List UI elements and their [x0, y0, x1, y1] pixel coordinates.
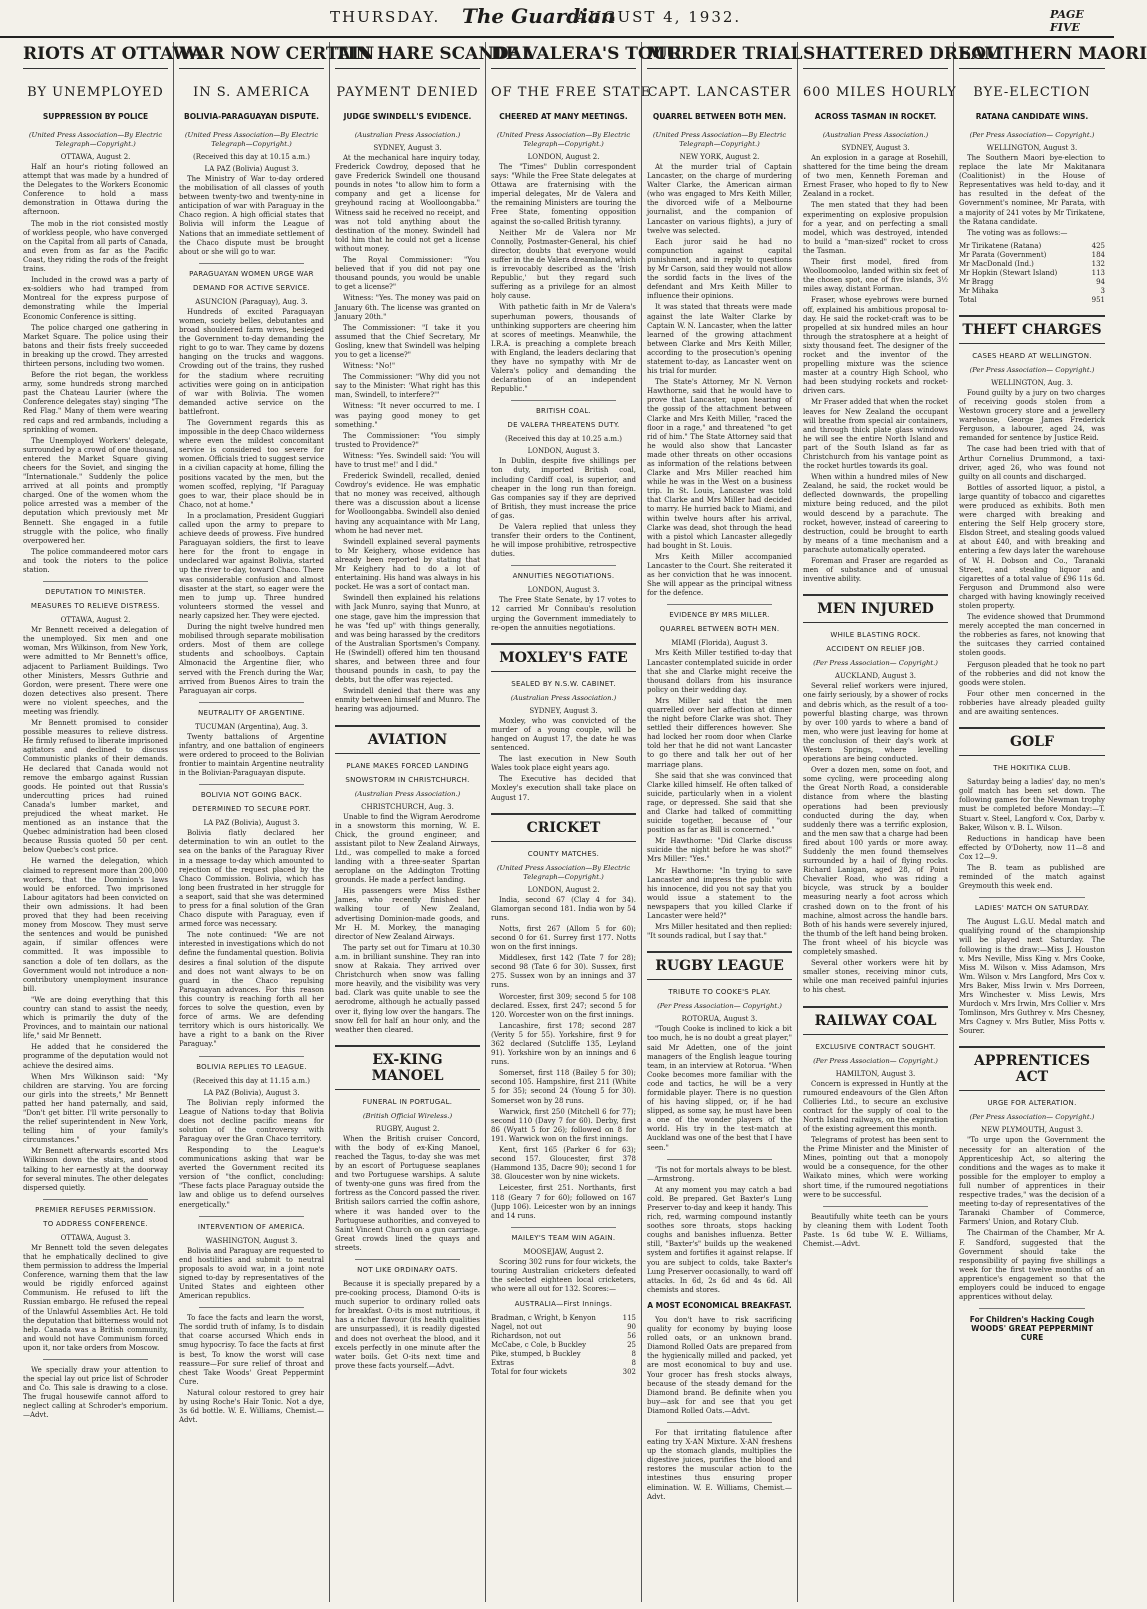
result-row: [491, 1332, 636, 1341]
paragraph: The case had been tried with that of Arthur Cornelius Drummond, a taxi-driver, aged 26, who was found not guilty on all counts and discharged.: [959, 445, 1105, 481]
divider: [199, 1307, 304, 1308]
subheadline: 600 MILES HOURLY: [803, 85, 957, 100]
result-row: [959, 278, 1105, 287]
subhead: NOT LIKE ORDINARY OATS.: [357, 1266, 458, 1274]
subhead: EVIDENCE BY MRS MILLER.: [669, 611, 770, 620]
paragraph: Swindell explained several payments to Mr Keighery, whose evidence has already been reported by stating that Mr Keighery had to do a lot of entertaining. His hand was always in his pocket. He was a sort of contact man.: [335, 537, 480, 592]
result-name: Nagel, not out: [491, 1323, 542, 1332]
paragraph: The last execution in New South Wales took place eight years ago.: [491, 755, 636, 773]
paragraph: Beautifully white teeth can be yours by cleaning them with Lodent Tooth Paste. 1s 6d tube W. E. Williams, Chemist.—Advt.: [803, 1212, 948, 1248]
column-4: [486, 42, 682, 1602]
paragraph: The Royal Commissioner: "You believed that if you did not pay one thousand pounds, you would be unable to get a license?": [335, 256, 480, 292]
subhead: CASES HEARD AT WELLINGTON.: [972, 351, 1092, 360]
divider: [667, 604, 772, 605]
paragraph: The mob in the riot consisted mostly of workless people, who have converged on the Capital from all parts of Canada, and even from as far as the Pacific Coast, they riding the rods of the freight trains.: [23, 219, 168, 274]
paragraph: The B. team as published are reminded of the match against Greymouth this week end.: [959, 863, 1105, 891]
divider: [199, 1056, 304, 1057]
paragraph: Swindell then explained his relations with Jack Munro, saying that Munro, at one stage, gave him the impression that he was "fed up" with things generally, and was being harassed by the creditors of the Australian Sportsmen's Company. He (Swindell) offered him ten thousand shares, and between three and four thousand pounds in cash, to pay the debts, but the offer was rejected.: [335, 594, 480, 685]
press-credit: (United Press Association—By Electric Telegraph—Copyright.): [184, 131, 319, 148]
paragraph: It was stated that threats were made against the late Walter Clarke by Captain W. N. Lancaster, when the latter learned of the growing attachment between Clarke and Mrs Keith Miller, according to the prosecution's opening statement to-day, as Lancaster went on his trial for murder.: [647, 303, 792, 376]
subhead: NEUTRALITY OF ARGENTINE.: [197, 708, 306, 717]
press-credit: (Australian Press Association.): [354, 131, 461, 139]
subhead: SEALED BY N.S.W. CABINET.: [511, 679, 616, 688]
paragraph: Mr Fraser added that when the rocket leaves for New Zealand the occupant will breathe from special air containers, and through thick plate glass windows he will see the entire North Island and part of the South Island as far as Christchurch from his vantage point as the rocket hurtles towards its goal.: [803, 398, 948, 471]
paragraph: Several relief workers were injured, one fairly seriously, by a shower of rocks and debris which, as the result of a too-powerful blasting charge, was thrown by over 100 yards to where a band of men, who were just leaving for home at the conclusion of their day's work at Western Springs, where levelling operations are being conducted.: [803, 682, 948, 764]
subhead: DE VALERA THREATENS DUTY.: [507, 421, 620, 430]
result-name: McCabe, c Cole, b Buckley: [491, 1341, 587, 1350]
dateline: LA PAZ (Bolivia), August 3.: [203, 1088, 300, 1097]
section-headline: APPRENTICES ACT: [959, 1046, 1105, 1091]
paragraph: When the British cruiser Concord, with the body of ex-King Manoel, reached the Tagus, to-day she was met by an escort of Portuguese seaplanes and two Portuguese warships. A salute of twenty-one guns was fired from the fortress as the Concord passed the river. British sailors carried the coffin ashore, where it was handed over to the Portuguese authorities, and conveyed to Saint Vincent Church on a gun carriage. Great crowds lined the quays and streets.: [335, 1134, 480, 1252]
paragraph: India, second 67 (Clay 4 for 34). Glamorgan second 181. India won by 54 runs.: [491, 895, 636, 922]
dateline: LONDON, August 2.: [527, 885, 600, 894]
section-headline: RUGBY LEAGUE: [647, 951, 792, 980]
headline: RIOTS AT OTTAWA: [23, 44, 168, 69]
paragraph: Kent, first 165 (Parker 6 for 63); second 157. Gloucester, first 378 (Hammond 135, Dacre 90); second 1 for 38. Gloucester won by nine wickets.: [491, 1146, 636, 1182]
result-row: [959, 269, 1105, 278]
dateline: OTTAWA, August 2.: [60, 616, 131, 625]
press-credit: (Per Press Association— Copyright.): [813, 1056, 938, 1065]
subhead: COUNTY MATCHES.: [527, 849, 600, 858]
subhead: DEPUTATION TO MINISTER.: [45, 588, 146, 597]
dateline: RUGBY, August 2.: [375, 1124, 440, 1133]
paragraph: Bolivia flatly declared her determination to win an outlet to the sea on the banks of the Paraguay River in a message to-day which amounted to rejection of the request placed by the Chaco Commission. Bolivia, which has long been frustrated in her struggle for a seaport, said that she was determined to press for a final solution of the Gran Chaco dispute with Paraguay, even if armed force was necessary.: [179, 829, 324, 929]
paragraph: Natural colour restored to grey hair by using Roche's Hair Tonic. Not a dye, 3s 6d bottle. W. E. Williams, Chemist.—Advt.: [179, 1388, 324, 1425]
paragraph: The police charged one gathering in Market Square. The police using their batons and their fists freely succeeded in breaking up the crowd. They arrested thirteen persons, including two women.: [23, 323, 168, 368]
paragraph: To face the facts and learn the worst, The sordid truth of infamy, Is to disdain that coarse accursed Which ends in smug hypocrisy. To face the facts at first is best, To know the worst will case reassure—For sure relief of throat and chest Take Woods' Great Peppermint Cure.: [179, 1314, 324, 1386]
result-row: [491, 1359, 636, 1368]
subhead: DEMAND FOR ACTIVE SERVICE.: [193, 283, 310, 292]
results-table: [959, 242, 1105, 305]
paragraph: Bolivia and Paraguay are requested to end hostilities and submit to neutral proposals to avoid war, in a joint note signed to-day by representatives of the United States and eighteen other American republics.: [179, 1246, 324, 1301]
press-credit: (United Press Association—By Electric Telegraph—Copyright.): [28, 131, 163, 148]
paragraph: The police commandeered motor cars and took the rioters to the police station.: [23, 547, 168, 575]
result-name: Mr Mihaka: [959, 286, 999, 295]
dateline: ROTORUA, August 3.: [681, 1015, 758, 1024]
result-row: [959, 242, 1105, 251]
press-credit: (British Official Wireless.): [362, 1111, 453, 1120]
paragraph: The Free State Senate, by 17 votes to 12 carried Mr Connibau's resolution urging the Government immediately to re-open the annuities negotiations.: [491, 596, 636, 632]
result-name: Richardson, not out: [491, 1332, 561, 1341]
section-headline: MEN INJURED: [803, 594, 948, 623]
paragraph: Witness: "Yes. The money was paid on January 6th. The license was granted on January 20th.": [335, 294, 480, 321]
paragraph: Before the riot began, the workless army, some hundreds strong marched past the Chateau Laurier (where the Conference delegates stay) singing "The Red Flag." Many of them were wearing red caps and red armbands, including a sprinkling of women.: [23, 371, 168, 434]
press-credit: (Per Press Association— Copyright.): [969, 365, 1095, 374]
paragraph: Worcester, first 309; second 5 for 108 declared. Essex, first 247; second 5 for 120. Worcester won on the first innings.: [491, 992, 636, 1019]
paragraph: Telegrams of protest has been sent to the Prime Minister and the Minister of Mines, pointing out that a monopoly would be a consequence, for the other Waikato mines, which were working short time, if the rumoured negotiations were to be successful.: [803, 1136, 948, 1199]
dateline: LA PAZ (Bolivia), August 3.: [203, 819, 300, 828]
subheadline: BY UNEMPLOYED: [27, 85, 164, 100]
section-headline: THEFT CHARGES: [959, 315, 1105, 344]
paragraph: Mr Hawthorne: "Did Clarke discuss suicide the night before he was shot?" Mrs Miller: "Yes.": [647, 837, 792, 864]
paragraph: "To urge upon the Government the necessity for an alteration of the Apprenticeship Act, so altering the conditions and the wages as to make it possible for the employer to employ a full number of apprentices in their respective trades," was the decision of a meeting to-day of representatives of the Taranaki Chamber of Commerce, Farmers' Union, and Rotary Club.: [959, 1136, 1105, 1227]
subhead: BRITISH COAL.: [535, 407, 592, 416]
paragraph: Mrs Miller hesitated and then replied: "It sounds radical, but I say that.": [647, 923, 792, 941]
paragraph: The State's Attorney, Mr N. Vernon Hawthorne, said that he would have to prove that Lancaster, upon hearing of the gossip of the attachment between Clarke and Mrs Keith Miller, "raced the floor in a rage," and threatened "to get rid of him." The State Attorney said that he would also show that Lancaster made other threats on other occasions as information of the relations between Clarke and Mrs Miller reached him while he was in the West on a business trip. In St. Louis, Lancaster was told that Clarke and Mrs Miller had decided to marry. He hurried back to Miami, and within twelve hours after his arrival, Clarke was dead, shot through the head with a pistol which Lancaster allegedly had bought in St. Louis.: [647, 378, 792, 550]
dateline: SYDNEY, August 3.: [529, 706, 598, 715]
dateline: OTTAWA, August 3.: [60, 1233, 131, 1242]
paragraph: Hundreds of excited Paraguayan women, society belles, debutantes and broad shouldered farm wives, besieged the Government to-day demanding the right to go to war. They came by dozens hanging on the trucks and waggons. Crowding out of the trains, they rushed for the stadium where recruiting activities were going on in anticipation of war with Bolivia. The women demanded active service on the battlefront.: [179, 307, 324, 416]
paragraph: The note continued: "We are not interested in investigations which do not define the fundamental question. Bolivia desires a final solution of the dispute and does not want always to be on guard in the Chaco repulsing Paraguayan advances. For this reason this country is reaching forth all her forces to solve the question, even by force of arms. We are defending territory which is ours historically. We have a right to a bank on the River Paraguay.": [179, 931, 325, 1049]
result-value: 132: [1091, 259, 1105, 268]
press-credit: (Per Press Association— Copyright.): [813, 659, 938, 668]
subheadline: PAYMENT DENIED: [336, 85, 479, 100]
result-row: [959, 287, 1105, 296]
paragraph: Bottles of assorted liquor, a pistol, a large quantity of tobacco and cigarettes were produced as exhibits. Both men were charged with breaking and entering the Self Help grocery store, Elsdon Street, and stealing goods valued at about £40, and with breaking and entering a few days later the warehouse of W. H. Dobson and Co., Taranaki Street, and stealing liquor and cigarettes of a total value of £96 11s 6d. Ferguson and Drummond also were charged with having knowingly received stolen property.: [959, 483, 1105, 610]
paragraph: Concern is expressed in Huntly at the rumoured endeavours of the Glen Afton Collieries Ltd., to secure an exclusive contract for the supply of coal to the North Island railways, on the expiration of the existing agreement this month.: [803, 1079, 948, 1133]
paragraph: The voting was as follows:—: [967, 228, 1068, 237]
press-credit: (United Press Association—By Electric Telegraph—Copyright.): [496, 131, 631, 148]
subhead: URGE FOR ALTERATION.: [987, 1099, 1077, 1108]
result-name: Mr Parata (Government): [959, 250, 1047, 259]
paragraph: Witness: "No!": [343, 362, 396, 371]
dateline: LONDON, August 3.: [527, 447, 600, 456]
headline: SOUTHERN MAORI: [959, 44, 1105, 69]
headline: WAR NOW CERTAIN: [179, 44, 324, 69]
paragraph: Each juror said he had no compunction against capital punishment, and in reply to questions by Mr Carson, said they would not allow the sordid facts in the lives of the defendant and Mrs Keith Miller to influence their opinions.: [647, 237, 792, 301]
paragraph: Four other men concerned in the robberies have already pleaded guilty and are awaiting sentences.: [959, 689, 1105, 717]
paragraph: Mr Bennett told the seven delegates that he emphatically declined to give them permission to address the Imperial Conference, warning them that the law would be rigidly enforced against Communism. He refused to lift the Russian embargo. He refused the repeal of the Unlawful Assemblies Act. He told the deputation that bitterness would not help. Canada was a British community, and would not have Communism forced upon it, nor take orders from Moscow.: [23, 1243, 168, 1352]
divider: [979, 897, 1085, 898]
subhead: AUSTRALIA—First Innings.: [514, 1300, 613, 1309]
subhead: THE HOKITIKA CLUB.: [993, 764, 1071, 773]
paragraph: Scoring 302 runs for four wickets, the touring Australian cricketers defeated the selected eighteen local cricketers, who were all out for 132. Scores:—: [491, 1257, 636, 1294]
advert-heading: A MOST ECONOMICAL BREAKFAST.: [647, 1300, 792, 1310]
subhead: MAILEY'S TEAM WIN AGAIN.: [511, 1233, 616, 1242]
paragraph: For that irritating flatulence after eating try X-AN Mixture. X-AN freshens up the stomach glands, multiplies the digestive juices, purifies the blood and restores the muscular action to the intestines thus ensuring proper elimination. W. E. Williams, Chemist.—Advt.: [647, 1428, 792, 1501]
headline: SHATTERED DREAM: [803, 44, 948, 69]
paragraph: Mr Bennett promised to consider possible measures to relieve distress. He firmly refused to liberate imprisoned agitators and declined to discuss Communistic planks of their demands. He declared that Canada would not remove the embargo against Russian goods. He pointed out that Russia's undercutting prices had ruined Canada's lumber market, and prejudiced the wheat market. He mentioned as an instance that the Quebec administration had been closed because Russia quoted 50 per cent. below Quebec's cost price.: [23, 719, 168, 855]
press-credit: (Per Press Association— Copyright.): [969, 131, 1095, 139]
subhead: FUNERAL IN PORTUGAL.: [362, 1097, 453, 1106]
result-value: 425: [1091, 241, 1105, 250]
paragraph: The Chairman of the Chamber, Mr A. F. Sandford, suggested that the Government should take the responsibility of paying five shillings a week for the first twelve months of an apprentice's engagement so that the employers could be induced to engage apprentices without delay.: [959, 1229, 1105, 1302]
paragraph: De Valera replied that unless they transfer their orders to the Continent, he will impose prohibitive, retrospective duties.: [491, 523, 636, 559]
paragraph: Lancashire, first 178; second 287 (Verity 5 for 55). Yorkshire, first 9 for 362 declared (Sutcliffe 135, Leyland 91). Yorkshire won by an innings and 6 runs.: [491, 1021, 636, 1067]
press-credit: (Per Press Association— Copyright.): [969, 1113, 1095, 1122]
masthead: [0, 0, 1114, 38]
result-value: 184: [1091, 250, 1105, 259]
paragraph: Mrs Keith Miller testified to-day that Lancaster contemplated suicide in order that she and Clarke might receive the thousand dollars from his insurance policy on their wedding day.: [647, 649, 792, 694]
dateline: WELLINGTON, August 3.: [986, 144, 1078, 152]
result-value: 56: [627, 1332, 636, 1341]
subhead: PARAGUAYAN WOMEN URGE WAR: [189, 269, 314, 278]
paragraph: Half an hour's rioting followed an attempt that was made by a hundred of the Delegates to the Workers Economic Conference to hold a mass demonstration in Ottawa during the afternoon.: [23, 163, 168, 217]
section-headline: RAILWAY COAL: [803, 1006, 948, 1035]
paragraph: In Dublin, despite five shillings per ton duty, imported British coal, including Cardiff coal, is superior, and cheaper in the long run than foreign. Gas companies say if they are deprived of British, they must increase the price of gas.: [491, 457, 636, 520]
paragraph: With pathetic faith in Mr de Valera's superhuman powers, thousands of unthinking supporters are cheering him at scores of meetings. Meanwhile, the I.R.A. is preaching a complete breach with England, the leaders declaring that they have no sympathy with Mr de Valera's policy and demanding the declaration of an independent Republic.": [491, 303, 636, 394]
result-name: Bradman, c Wright, b Kenyon: [491, 1314, 596, 1323]
result-name: Mr Bragg: [959, 277, 994, 286]
divider: [667, 1159, 772, 1160]
paragraph: Foreman and Fraser are regarded as men of substance and of unusual inventive ability.: [803, 557, 948, 584]
divider: [199, 1216, 304, 1217]
divider: [511, 1227, 616, 1228]
paragraph: The evidence showed that Drummond merely accepted the man concerned in the robberies as fares, not knowing that the suitcases they carried contained stolen goods.: [959, 613, 1105, 658]
paragraph: When within a hundred miles of New Zealand, he said, the rocket would be deflected downwards, the propelling mixture being reduced, and the pilot would descend by a parachute. The rocket, however, instead of careering to destruction, could be brought to earth by means of a time mechanism and a parachute automatically operated.: [803, 473, 948, 554]
paragraph: Middlesex, first 142 (Tate 7 for 28); second 98 (Tate 6 for 30). Sussex, first 275. Sussex won by an innings and 37 runs.: [491, 954, 636, 990]
paragraph: Unable to find the Wigram Aerodrome in a snowstorm this morning, W. E. Chick, the ground engineer, and assistant pilot to New Zealand Airways, Ltd., was compelled to make a forced landing with a three-seater Spartan aeroplane on the Addington Trotting grounds. He made a perfect landing.: [335, 812, 480, 885]
paragraph: The Commissioner: "Why did you not say to the Minister: 'What right has this man, Swindell, to interfere?'": [335, 373, 480, 400]
divider: [199, 702, 304, 703]
paragraph: The Southern Maori bye-election to replace the late Mr Makitanara (Coalitionist) in the House of Representatives was held to-day, and it has resulted in the defeat of the Government's nominee, Mr Parata, with a majority of 241 votes by Mr Tirikatene, the Ratana candidate.: [959, 154, 1105, 226]
paragraph: The Executive has decided that Moxley's execution shall take place on August 17.: [491, 775, 636, 802]
paragraph: At the murder trial of Captain Lancaster, on the charge of murdering Walter Clarke, the American airman (who was engaged to Mrs Keith Miller, the divorced wife of a Melbourne journalist, and the companion of Lancaster on various flights), a jury of twelve was selected.: [647, 163, 792, 235]
divider: [199, 784, 304, 785]
paragraph: Included in the crowd was a party of ex-soldiers who had tramped from Montreal for the express purpose of demonstrating while the Imperial Economic Conference is sitting.: [23, 276, 168, 321]
dateline: LONDON, August 2.: [527, 153, 600, 161]
section-headline: EX-KING MANOEL: [335, 1045, 480, 1090]
subhead: MEASURES TO RELIEVE DISTRESS.: [30, 602, 161, 611]
dateline: MIAMI (Florida), August 3.: [671, 639, 768, 648]
paragraph: Mrs Miller said that the men quarrelled over her affection at dinner the night before Clarke was shot. They settled their differences however. She had locked her room door when Clarke told her that he did not want Lancaster to go there and talk her out of her marriage plans.: [647, 696, 792, 769]
press-credit: (Australian Press Association.): [510, 693, 617, 702]
result-value: 8: [631, 1350, 636, 1359]
paragraph: Twenty battalions of Argentine infantry, and one battalion of engineers were ordered to proceed to the Bolivian frontier to maintain Argentine neutrality in the Bolivian-Paraguayan dispute.: [179, 732, 324, 778]
paragraph: Saturday being a ladies' day, no men's golf match has been set down. The following games for the Newman trophy must be completed before Monday:—T. Stuart v. Steel, Langford v. Cox, Darby v. Baker, Wilson v. B. L. Wilson.: [959, 778, 1105, 832]
subhead: LADIES' MATCH ON SATURDAY.: [974, 904, 1090, 913]
paragraph: At any moment you may catch a bad cold. Be prepared. Get Baxter's Lung Preserver to-day and keep it handy. This rich, red, warming compound instantly soothes sore throats, stops hacking coughs and banishes influenza. Better still, "Baxter's" builds up the weakened system and fortifies it against relapse. If you are subject to colds, take Baxter's Lung Preserver occasionally, to ward off attacks. In 6d, 2s 6d and 4s 6d. All chemists and stores.: [647, 1185, 792, 1294]
subhead: DETERMINED TO SECURE PORT.: [192, 805, 311, 814]
dateline: CHRISTCHURCH, Aug. 3.: [361, 802, 454, 811]
paragraph: Their first model, fired from Woolloomooloo, landed within six feet of the chosen spot, one of five islands, 3½ miles away, distant Forman.: [803, 258, 948, 294]
paragraph: 'Tis not for mortals always to be blest.—Armstrong.: [647, 1165, 792, 1183]
deck: SUPPRESSION BY POLICE: [42, 112, 149, 121]
subhead: ANNUITIES NEGOTIATIONS.: [512, 572, 615, 581]
paragraph: You don't have to risk sacrificing quality for economy by buying loose rolled oats, or an unknown brand. Diamond Rolled Oats are prepared from the hygienically milled and packed, yet are most economical to buy and use. Your grocer has fresh stocks always, because of the steady demand for the Diamond brand. Be definite when you buy—ask for and see that you get Diamond Rolled Oats.—Advt.: [647, 1315, 792, 1415]
subhead: PREMIER REFUSES PERMISSION.: [35, 1205, 156, 1214]
paragraph: "Tough Cooke is inclined to kick a bit too much, he is no doubt a great player," said Mr Adetten, one of the joint managers of the English league touring team, in an interview at Rotorua. "When Cooke becomes more familiar with the code and tactics, he will be a very formidable player. There is no question of his having slipped, or, if he had slipped, as some say, he must have been a one of the wonder players of the world. His try in the test-match at Auckland was one of the best that I have seen.": [647, 1025, 792, 1152]
divider: [511, 400, 616, 401]
press-credit: (United Press Association—By Electric Telegraph—Copyright.): [652, 131, 787, 148]
result-name: Extras: [491, 1359, 514, 1368]
paragraph: Witness: "It never occurred to me. I was paying good money to get something.": [335, 402, 480, 429]
deck: BOLIVIA-PARAGUAYAN DISPUTE.: [184, 112, 319, 121]
result-name: Total for four wickets: [491, 1368, 567, 1377]
divider: [43, 581, 148, 582]
dateline: ASUNCION (Paraguay), Aug. 3.: [195, 297, 308, 306]
result-name: Mr Hopkin (Stewart Island): [959, 268, 1058, 277]
subheadline: IN S. AMERICA: [193, 85, 310, 100]
result-row: [491, 1341, 636, 1350]
paragraph: The Ministry of War to-day ordered the mobilisation of all classes of youth between twenty-two and twenty-nine in anticipation of war with Paraguay in the Chaco region. A high official states that Bolivia will inform the League of Nations that an immediate settlement of the Chaco dispute must be brought about or she will go to war.: [179, 175, 324, 256]
divider: [979, 1308, 1085, 1309]
subhead: SNOWSTORM IN CHRISTCHURCH.: [345, 775, 470, 784]
paragraph: The Bolivian reply informed the League of Nations to-day that Bolivia does not decline pacific means for solution of the controversy with Paraguay over the Gran Chaco territory.: [179, 1098, 324, 1143]
paragraph: Mrs Keith Miller accompanied Lancaster to the Court. She reiterated it as her conviction that he was innocent. She will appear as the principal witness for the defence.: [647, 552, 792, 598]
paragraph: The Commissioner: "I take it you assumed that the Chief Secretary, Mr Gosling, knew that Swindell was helping you to get a license?": [335, 323, 480, 359]
result-row: [959, 260, 1105, 269]
paragraph: Reductions in handicap have been effected by O'Doherty, now 11—8 and Cox 12—9.: [959, 834, 1105, 861]
dateline: AUCKLAND, August 3.: [834, 672, 917, 681]
paragraph: Several other workers were hit by smaller stones, receiving minor cuts, while one man received painful injuries to his chest.: [803, 959, 948, 995]
result-row: [491, 1323, 636, 1332]
result-value: 951: [1091, 295, 1105, 304]
divider: [823, 1206, 928, 1207]
paragraph: The August L.G.U. Medal match and qualifying round of the championship will be played next Saturday. The following is the draw:—Miss J. Houston v. Mrs Neville, Miss King v. Mrs Cooke, Miss M. Wilson v. Miss Adamson, Mrs Wm. Wilson v. Mrs Langford, Mrs Cox v. Mrs Baker, Miss Irwin v. Mrs Dorreen, Mrs Winchester v. Miss Lewis, Mrs Murdoch v. Mrs Irwin, Mrs Collier v. Mrs Tomlinson, Mrs Guthrey v. Mrs Chesney, Mrs Cagney v. Mrs Butler, Miss Potts v. Sourer.: [959, 918, 1105, 1036]
subhead: TO ADDRESS CONFERENCE.: [43, 1219, 148, 1228]
dateline: WELLINGTON, Aug. 3.: [991, 378, 1073, 387]
paragraph: His passengers were Miss Esther James, who recently finished her walking tour of New Zealand, advertising Dominion-made goods, and Mr H. M. Morkey, the managing director of New Zealand Airways.: [335, 887, 480, 941]
divider: [199, 263, 304, 264]
press-credit: (Per Press Association— Copyright.): [657, 1002, 782, 1011]
paragraph: Ferguson pleaded that he took no part of the robberies and did not know the goods were stolen.: [959, 660, 1105, 687]
dateline: NEW PLYMOUTH, August 3.: [980, 1126, 1084, 1135]
deck: RATANA CANDIDATE WINS.: [975, 112, 1089, 121]
paragraph: In a proclamation, President Guggiari called upon the army to prepare to achieve deeds of prowess. Five hundred Paraguayan soldiers, the first to leave here for the front to engage in undeclared war against Bolivia, started up the river to-day, toward Chaco. There was considerable confusion and almost disaster at the start, so eager were the men to jump up. Three hundred volunteers stormed the vessel and nearly capsized her. They were ejected.: [179, 511, 324, 620]
article-columns: [18, 42, 1147, 1602]
subhead: BOLIVIA REPLIES TO LEAGUE.: [196, 1062, 307, 1071]
paragraph: Found guilty by a jury on two charges of receiving goods stolen from a Westown grocery store and a jewellery warehouse, George James Frederick Ferguson, a labourer, aged 24, was remanded for sentence by Justice Reid.: [959, 388, 1105, 443]
dateline: (Received this day at 10.25 a.m.): [505, 435, 622, 444]
divider: [667, 1422, 772, 1423]
divider: [511, 565, 616, 566]
paragraph: The Unemployed Workers' delegate, surrounded by a crowd of one thousand, entered the Market Square giving cheers for the Soviet, and singing the "Internationale." Suddenly the police arrived at all points and promptly charged. One of the women whom the police arrested was a member of the deputation which previously met Mr Bennett. She engaged in a futile struggle with the police, who finally overpowered her.: [23, 436, 168, 545]
column-7: [954, 42, 1147, 1602]
paragraph: We specially draw your attention to the special lay out price list of Schroder and Co. This sale is drawing to a close. The frugal housewife cannot afford to neglect calling at Schroder's emporium.—Advt.: [23, 1365, 168, 1420]
paragraph: Responding to the League's communications asking that war be averted the Government recited its version of "the conflict, concluding: "These facts place Paraguay outside the law and oblige us to defend ourselves energetically.": [179, 1145, 324, 1209]
subhead: QUARREL BETWEEN BOTH MEN.: [659, 625, 780, 634]
deck: JUDGE SWINDELL'S EVIDENCE.: [343, 112, 472, 121]
paragraph: Warwick, first 250 (Mitchell 6 for 77); second 110 (Davy 7 for 60). Derby, first 86 (Wyatt 5 for 26); followed on 8 for 191. Warwick won on the first innings.: [491, 1107, 636, 1143]
headline: MURDER TRIAL: [647, 44, 792, 69]
result-row: [491, 1350, 636, 1359]
paragraph: Fraser, whose eyebrows were burned off, explained his ambitious proposal to-day. He said the rocket-craft was to be propelled at six hundred miles an hour through the stratosphere at a height of sixty thousand feet. The designer of the rocket and the inventor of the propelling mixture was the science master at a country High School, who had been studying rockets and rocket-driven cars.: [803, 296, 948, 396]
paragraph: Mr Bennett afterwards escorted Mrs Wilkinson down the stairs, and stood talking to her earnestly at the doorway for several minutes. The other delegates dispersed quietly.: [23, 1147, 168, 1192]
dateline: LONDON, August 3.: [527, 586, 600, 595]
paragraph: During the night twelve hundred men mobilised through separate mobilisation orders. Most of them are college students and schoolboys. Captain Almonacid the Argentine flier, who served with the French during the War, arrived from Buenos Aires to train the Paraguayan air corps.: [179, 623, 324, 695]
result-name: Pike, stumped, b Buckley: [491, 1350, 581, 1359]
results-table: [491, 1314, 636, 1377]
paragraph: She said that she was convinced that Clarke killed himself. He often talked of suicide, particularly when in a violent rage, or depressed. She said that she and Clarke had talked of committing suicide together, because of "our position as far as Bill is concerned.": [647, 771, 792, 835]
paragraph: At the mechanical hare inquiry today, Frederick Cowdroy, deposed that he gave Frederick Swindell one thousand pounds in notes "to allow him to form a company and get a license for greyhound racing at Woolloongabba." Witness said he received no receipt, and was not told anything about the destination of the money. Swindell had told him that he could not get a license without money.: [335, 154, 480, 253]
dateline: NEW YORK, August 2.: [679, 153, 760, 161]
paragraph: Mr Hawthorne: "In trying to save Lancaster and impress the public with his innocence, did you not say that you would issue a statement to the newspapers that you killed Clarke if Lancaster were held?": [647, 866, 792, 921]
divider: [43, 1359, 148, 1360]
section-headline: AVIATION: [335, 725, 480, 754]
result-value: 8: [631, 1359, 636, 1368]
paragraph: Moxley, who was convicted of the murder of a young couple, will be hanged on August 17, the date he was sentenced.: [491, 716, 636, 753]
masthead-page-number: PAGE FIVE: [1050, 8, 1084, 34]
paragraph: Witness: "Yes. Swindell said: 'You will have to trust me!' and I did.": [335, 451, 480, 469]
paragraph: Notts, first 267 (Allom 5 for 60); second 0 for 61. Surrey first 177. Notts won on the first innings.: [491, 924, 636, 952]
result-row: [491, 1314, 636, 1323]
result-value: 115: [622, 1314, 636, 1323]
paragraph: The Commissioner: "You simply trusted to Providence?": [335, 431, 480, 449]
divider: [43, 1199, 148, 1200]
result-value: 90: [627, 1323, 636, 1332]
paragraph: Mr Bennett received a delegation of the unemployed. Six men and one woman, Mrs Wilkinson, from New York, were admitted to Mr Bennett's office, adjacent to Parliament Buildings. Two other Ministers, Messrs Guthrie and Gordon, were present. There were one dozen detectives also present. There were no violent speeches, and the meeting was friendly.: [23, 626, 168, 716]
result-value: 302: [622, 1368, 636, 1377]
column-1: [18, 42, 204, 1602]
paragraph: The party set out for Timaru at 10.30 a.m. in brilliant sunshine. They ran into snow at Rakaia. They arrived over Christchurch when snow was falling more heavily, and the visibility was very bad. Clark was quite unable to see the aerodrome, although he actually passed over it, flying low over the hangars. The snow fell for half an hour only, and the weather then cleared.: [335, 943, 480, 1034]
paragraph: An explosion in a garage at Rosehill, shattered for the time being the dream of two men, Kenneth Foreman and Ernest Fraser, who hoped to fly to New Zealand in a rocket.: [803, 154, 948, 199]
press-credit: (Australian Press Association.): [822, 131, 929, 139]
paragraph: The men stated that they had been experimenting on explosive propulsion for a year, and on perfecting a small model, which was destroyed, intended to build a "man-sized" rocket to cross the Tasman.: [803, 201, 948, 255]
subhead: WHILE BLASTING ROCK.: [830, 631, 921, 640]
dateline: WASHINGTON, August 3.: [205, 1236, 298, 1245]
paragraph: Leicester, first 251. Northants, first 118 (Geary 7 for 60); followed on 167 (Jupp 106). Leicester won by an innings and 14 runs.: [491, 1184, 636, 1220]
dateline: LA PAZ (Bolivia) August 3.: [204, 165, 299, 173]
deck: CHEERED AT MANY MEETINGS.: [499, 112, 628, 121]
dateline: OTTAWA, August 2.: [60, 153, 131, 161]
column-5: [642, 42, 803, 1602]
headline: TIN HARE SCANDAL: [335, 44, 480, 69]
result-row: [959, 296, 1105, 305]
paragraph: Swindell denied that there was any enmity between himself and Munro. The hearing was adjourned.: [335, 687, 480, 714]
result-name: Mr MacDonald (Ind.): [959, 259, 1034, 268]
section-headline: CRICKET: [491, 813, 636, 842]
dateline: (Received this day at 10.15 a.m.): [193, 153, 310, 161]
paragraph: He warned the delegation, which claimed to represent more than 200,000 workers, that the Dominion's laws would be enforced. Two imprisoned Labour agitators had been convicted on their own admissions. It had been proved that they had been receiving money from Moscow. They must serve the sentences and would be punished again, if similar offences were committed. It was impossible to sanction a dole of ten dollars, as the Government would not introduce a non-contributory unemployment insurance bill.: [23, 857, 168, 993]
subhead: INTERVENTION OF AMERICA.: [197, 1222, 306, 1231]
result-value: 113: [1091, 268, 1105, 277]
advert-heading: For Children's Hacking Cough WOODS' GREAT PEPPERMINT CURE: [969, 1315, 1095, 1343]
paragraph: Over a dozen men, some on foot, and some cycling, were proceeding along the Great North Road, a considerable distance from where the blasting operations had been previously conducted during the day, when suddenly there was a terrific explosion, and the men saw that a charge had been fired about 100 yards or more away. Suddenly the men found themselves surrounded by a hail of flying rocks. Richard Lanigan, aged 28, of Point Chevalier Road, who was riding a bicycle, was struck by a boulder measuring nearly a foot across which crashed down on to the front of his machine, almost across the handle bars. Both of his hands were severely injured, the thumb of the left hand being broken. The front wheel of his bicycle was completely smashed.: [803, 766, 948, 957]
dateline: SYDNEY, August 3.: [373, 144, 442, 152]
paragraph: Frederick Swindell, recalled, denied Cowdroy's evidence. He was emphatic that no money was received, although there was a discussion about a license for Woolloongabba. Swindell also denied having any acquaintance with Mr Lang, whom he had never met.: [335, 472, 480, 535]
dateline: SYDNEY, August 3.: [841, 144, 910, 152]
dateline: HAMILTON, August 3.: [835, 1069, 916, 1078]
dateline: (Received this day at 11.15 a.m.): [193, 1076, 310, 1085]
section-headline: MOXLEY'S FATE: [491, 643, 636, 672]
paragraph: The "Times" Dublin correspondent says: "While the Free State delegates at Ottawa are fraternising with the imperial delegates, Mr de Valera and the remaining Ministers are touring the Free State, fomenting opposition against the so-called British tyranny.: [491, 163, 636, 226]
subheadline: CAPT. LANCASTER: [647, 85, 792, 100]
paragraph: "We are doing everything that this country can stand to assist the needy, which is primarily the duty of the Provinces, and to maintain our national life," said Mr Bennett.: [23, 995, 168, 1041]
press-credit: (United Press Association—By Electric Telegraph—Copyright.): [496, 863, 631, 881]
result-row: [959, 251, 1105, 260]
paragraph: When Mrs Wilkinson said: "My children are starving. You are forcing our girls into the streets," Mr Bennett patted her hand paternally, and said, "Don't get bitter. I'll write personally to the relief superintendent in New York, telling him of your family's circumstances.": [23, 1072, 168, 1145]
divider: [355, 1259, 460, 1260]
result-name: Total: [959, 295, 977, 304]
section-headline: GOLF: [959, 727, 1105, 756]
result-value: 25: [627, 1341, 636, 1350]
dateline: TUCUMAN (Argentina), Aug. 3.: [195, 722, 308, 731]
paragraph: Because it is specially prepared by a pre-cooking process, Diamond O-its is much superior to ordinary rolled oats for breakfast. O-its is most nutritious, it has a richer flavour (its health qualities are unsurpassed), it is readily digested and does not overheat the blood, and it excels perfectly in one minute after the water boils. Get O-its next time and prove these facts yourself.—Advt.: [335, 1280, 480, 1370]
subheadline: OF THE FREE STATE: [491, 85, 652, 100]
deck: QUARREL BETWEEN BOTH MEN.: [652, 112, 787, 121]
paragraph: The Government regards this as impossible in the deep Chaco wilderness where even the mildest concomitant service is considered too severe for women. Officials tried to suggest service in a civilian capacity at home, filling the positions vacated by the men, but the women scoffed, replying, "If Paraguay goes to war, their place should be in Chaco, not at home.": [179, 418, 324, 509]
result-row: [491, 1368, 636, 1377]
subhead: ACCIDENT ON RELIEF JOB.: [826, 645, 925, 654]
paragraph: Somerset, first 118 (Bailey 5 for 30); second 105. Hampshire, first 211 (White 5 for 35); second 24 (Young 5 for 30). Somerset won by 28 runs.: [491, 1069, 636, 1105]
result-name: Mr Tirikatene (Ratana): [959, 241, 1042, 250]
subheadline: BYE-ELECTION: [973, 85, 1091, 100]
dateline: MOOSEJAW, August 2.: [523, 1247, 604, 1256]
paragraph: Neither Mr de Valera nor Mr Connolly, Postmaster-General, his chief director, doubts that everyone would suffer in the de Valera dreamland, which is irrevocably described as the 'Irish Republic,' but they regard such suffering as a privilege for an almost holy cause.: [491, 228, 636, 301]
subhead: EXCLUSIVE CONTRACT SOUGHT.: [815, 1042, 936, 1051]
masthead-title: The Guardian: [462, 4, 616, 28]
headline: DE VALERA'S TOUR: [491, 44, 636, 69]
result-value: 3: [1100, 286, 1105, 295]
paragraph: He added that he considered the programme of the deputation would not achieve the desired aims.: [23, 1043, 168, 1070]
deck: ACROSS TASMAN IN ROCKET.: [814, 112, 937, 121]
subhead: BOLIVIA NOT GOING BACK.: [200, 791, 303, 800]
result-value: 94: [1096, 277, 1105, 286]
subhead: PLANE MAKES FORCED LANDING: [346, 761, 469, 770]
press-credit: (Australian Press Association.): [354, 789, 461, 798]
subhead: TRIBUTE TO COOKE'S PLAY.: [668, 988, 771, 997]
masthead-date: AUGUST 4, 1932.: [576, 8, 742, 26]
masthead-day: THURSDAY.: [330, 8, 441, 26]
